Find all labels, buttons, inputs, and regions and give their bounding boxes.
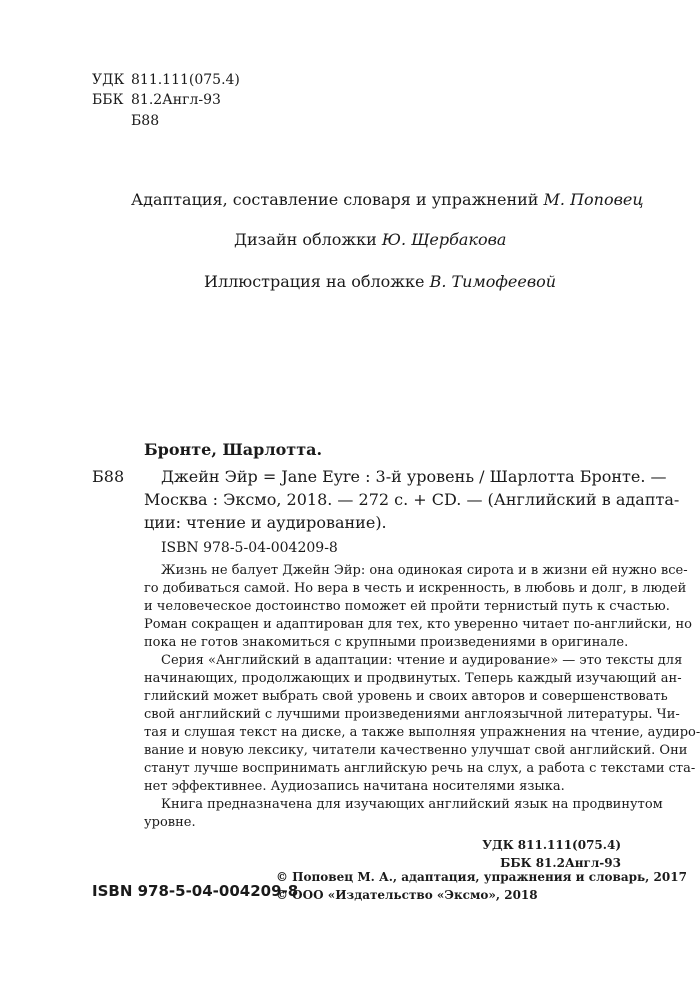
- credit-cover-design-role: Дизайн обложки: [234, 230, 377, 249]
- annotation-line: Жизнь не балует Джейн Эйр: она одинокая сирота и в жизни ей нужно все-: [161, 563, 688, 578]
- bibliographic-mark: Б88: [92, 467, 125, 486]
- annotation-line: пока не готов знакомиться с крупными произведениями в оригинале.: [144, 635, 629, 650]
- annotation-line: вание и новую лексику, читатели качественно улучшат свой английский. Они: [144, 743, 688, 758]
- book-author: Бронте, Шарлотта.: [144, 440, 323, 459]
- credit-cover-design: [234, 230, 506, 249]
- annotation-line: Серия «Английский в адаптации: чтение и аудирование» — это тексты для: [161, 653, 683, 668]
- annotation-paragraph-1: [144, 562, 693, 652]
- annotation-paragraph-2: [144, 652, 700, 796]
- annotation-line: го добиваться самой. Но вера в честь и искренность, в любовь и долг, в людей: [144, 581, 687, 596]
- credit-cover-design-name: Ю. Щербакова: [381, 230, 507, 249]
- bottom-udk: УДК 811.111(075.4): [482, 838, 621, 852]
- credit-adaptation: [131, 190, 644, 209]
- credit-adaptation-name: М. Поповец: [543, 190, 644, 209]
- copyright-publisher: © ООО «Издательство «Эксмо», 2018: [276, 888, 538, 902]
- credit-illustration: [204, 272, 556, 291]
- footer-isbn: ISBN 978-5-04-004209-8: [92, 882, 299, 900]
- udk-value: 811.111(075.4): [131, 72, 240, 88]
- annotation-line: свой английский с лучшими произведениями англоязычной литературы. Чи-: [144, 707, 680, 722]
- annotation-line: Книга предназначена для изучающих английский язык на продвинутом: [161, 797, 663, 812]
- bbk-value: 81.2Англ-93: [131, 92, 221, 108]
- bibliographic-line-3: ции: чтение и аудирование).: [144, 513, 387, 532]
- annotation-line: нет эффективнее. Аудиозапись начитана носителями языка.: [144, 779, 565, 794]
- isbn-record: ISBN 978-5-04-004209-8: [161, 540, 338, 556]
- bottom-bbk: ББК 81.2Англ-93: [500, 856, 621, 870]
- udk-label: УДК: [92, 72, 125, 88]
- annotation-paragraph-3: [144, 796, 663, 832]
- author-mark: Б88: [131, 113, 160, 129]
- credit-illustration-role: Иллюстрация на обложке: [204, 272, 425, 291]
- bibliographic-line-1: Джейн Эйр = Jane Eyre : 3-й уровень / Шарлотта Бронте. —: [161, 467, 667, 486]
- credit-adaptation-role: Адаптация, составление словаря и упражнений: [131, 190, 539, 209]
- annotation-line: и человеческое достоинство поможет ей пройти тернистый путь к счастью.: [144, 599, 670, 614]
- bbk-label: ББК: [92, 92, 124, 108]
- bibliographic-line-2: Москва : Эксмо, 2018. — 272 с. + CD. — (Английский в адапта-: [144, 490, 680, 509]
- annotation-line: станут лучше воспринимать английскую речь на слух, а работа с текстами ста-: [144, 761, 696, 776]
- annotation-line: тая и слушая текст на диске, а также выполняя упражнения на чтение, аудиро-: [144, 725, 700, 740]
- annotation-line: начинающих, продолжающих и продвинутых. Теперь каждый изучающий ан-: [144, 671, 682, 686]
- credit-illustration-name: В. Тимофеевой: [429, 272, 557, 291]
- copyright-adaptation: © Поповец М. А., адаптация, упражнения и словарь, 2017: [276, 870, 687, 884]
- annotation-line: глийский может выбрать свой уровень и своих авторов и совершенствовать: [144, 689, 668, 704]
- annotation-line: уровне.: [144, 815, 196, 830]
- annotation-line: Роман сокращен и адаптирован для тех, кто уверенно читает по-английски, но: [144, 617, 693, 632]
